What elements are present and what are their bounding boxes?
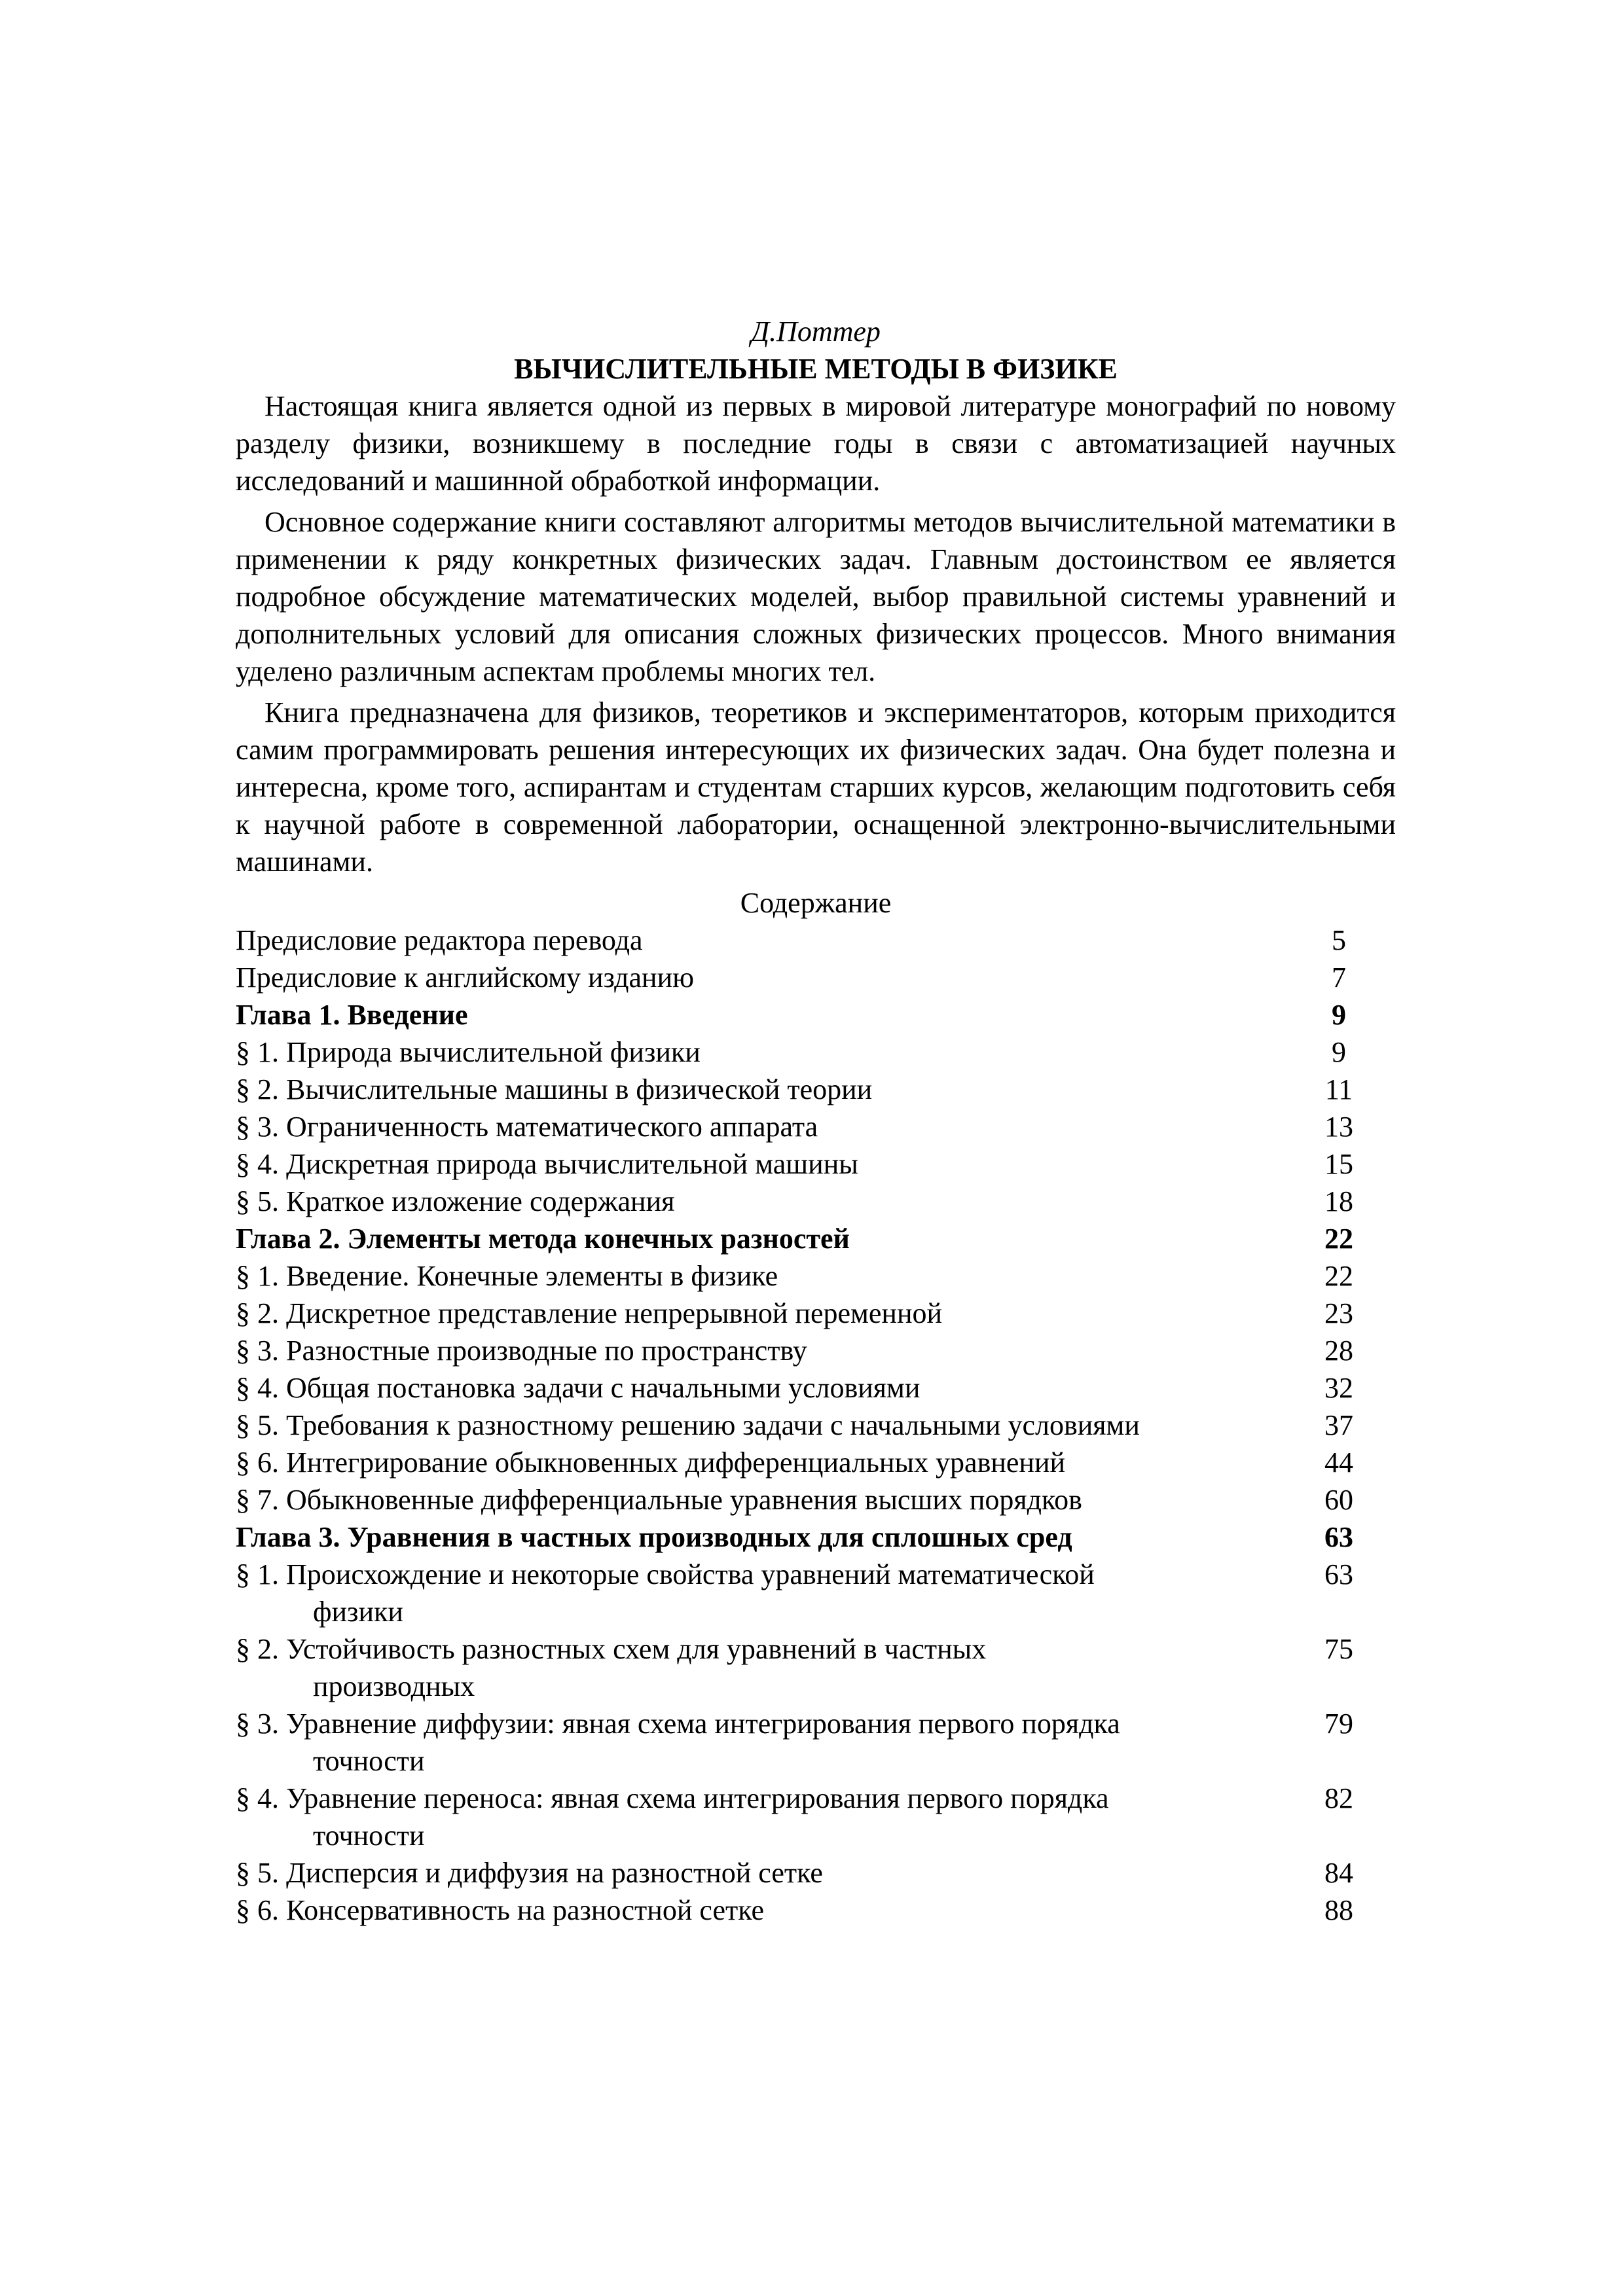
toc-entry-text: § 1. Введение. Конечные элементы в физике [236,1260,778,1292]
toc-entry-title [236,1518,1283,1556]
toc-entry-text: § 1. Природа вычислительной физики [236,1036,701,1068]
toc-entry-text: Глава 3. Уравнения в частных производных для сплошных сред [236,1521,1072,1553]
toc-entry-row [236,1369,1396,1407]
toc-page-number: 15 [1324,1148,1353,1180]
toc-entry-continuation: точности [313,1745,425,1777]
toc-entry-row [236,1892,1396,1929]
toc-entry-row [236,1108,1396,1145]
toc-entry-row [236,1481,1396,1518]
contents-heading: Содержание [740,887,892,919]
annotation-paragraph: Настоящая книга является одной из первых в мировой литературе монографий по новому разделу физики, возникшему в последние годы в связи с автоматизацией научных исследований и машинной обработкой информации. [236,390,1396,497]
toc-entry-text: § 2. Устойчивость разностных схем для уравнений в частных [236,1633,987,1665]
toc-entry-title [236,1257,1283,1295]
toc-entry-title [236,1892,1283,1929]
toc-entry-text: § 1. Происхождение и некоторые свойства уравнений математической [236,1558,1095,1590]
toc-entry-row [236,1780,1396,1854]
toc-entry-title [236,1332,1283,1369]
toc-chapter-row [236,1518,1396,1556]
toc-page-number: 32 [1324,1372,1353,1404]
toc-entry-text: Глава 2. Элементы метода конечных разностей [236,1223,850,1255]
toc-entry-text: Предисловие редактора перевода [236,924,643,956]
toc-entry-text: § 4. Общая постановка задачи с начальными условиями [236,1372,921,1404]
toc-entry-row [236,1705,1396,1780]
toc-entry-row [236,1145,1396,1183]
toc-entry-text: § 3. Ограниченность математического аппарата [236,1111,818,1143]
toc-entry-continuation: точности [313,1820,425,1852]
toc-page-number: 88 [1324,1894,1353,1926]
toc-entry-title [236,1183,1283,1220]
toc-page-number: 63 [1324,1521,1353,1553]
toc-page-number: 28 [1324,1335,1353,1367]
toc-entry-text: § 2. Дискретное представление непрерывной переменной [236,1297,943,1329]
toc-entry-text: § 5. Дисперсия и диффузия на разностной сетке [236,1857,823,1889]
toc-page-number: 22 [1324,1223,1353,1255]
toc-entry-row [236,1556,1396,1630]
book-title: ВЫЧИСЛИТЕЛЬНЫЕ МЕТОДЫ В ФИЗИКЕ [514,353,1118,385]
toc-page-number: 13 [1324,1111,1353,1143]
toc-page-number: 18 [1324,1185,1353,1217]
toc-entry-title [236,922,1283,959]
toc-entry-row [236,1257,1396,1295]
toc-entry-row [236,1854,1396,1892]
toc-entry-row [236,1444,1396,1481]
toc-entry-title [236,1108,1283,1145]
toc-entry-title [236,1071,1283,1108]
toc-entry-row [236,1033,1396,1071]
toc-entry-continuation: физики [313,1596,403,1628]
toc-page-number: 37 [1324,1409,1353,1441]
toc-entry-text: § 6. Консервативность на разностной сетке [236,1894,765,1926]
toc-chapter-row [236,996,1396,1033]
toc-entry-title [236,1705,1283,1780]
book-author: Д.Поттер [751,315,881,348]
toc-page-number: 84 [1324,1857,1353,1889]
toc-entry-title [236,996,1283,1033]
toc-entry-title [236,1220,1283,1257]
toc-page-number: 75 [1324,1633,1353,1665]
toc-entry-row [236,922,1396,959]
toc-page-number: 5 [1332,924,1346,956]
toc-entry-title [236,1145,1283,1183]
toc-entry-text: § 5. Требования к разностному решению задачи с начальными условиями [236,1409,1140,1441]
toc-entry-title [236,1407,1283,1444]
toc-entry-title [236,1556,1283,1630]
toc-entry-text: Глава 1. Введение [236,999,468,1031]
toc-entry-text: § 5. Краткое изложение содержания [236,1185,675,1217]
toc-entry-text: § 4. Дискретная природа вычислительной машины [236,1148,858,1180]
toc-entry-title [236,1369,1283,1407]
toc-chapter-row [236,1220,1396,1257]
toc-entry-continuation: производных [313,1670,475,1702]
toc-entry-row [236,1332,1396,1369]
toc-entry-text: § 2. Вычислительные машины в физической теории [236,1073,873,1105]
toc-page-number: 63 [1324,1558,1353,1590]
toc-entry-row [236,1071,1396,1108]
toc-entry-row [236,1630,1396,1705]
toc-entry-title [236,1780,1283,1854]
toc-entry-text: § 7. Обыкновенные дифференциальные уравнения высших порядков [236,1484,1082,1516]
toc-entry-title [236,1444,1283,1481]
toc-page-number: 79 [1324,1708,1353,1740]
toc-page-number: 60 [1324,1484,1353,1516]
toc-entry-text: Предисловие к английскому изданию [236,961,695,994]
table-of-contents [236,922,1396,1929]
toc-entry-text: § 3. Уравнение диффузии: явная схема интегрирования первого порядка [236,1708,1120,1740]
toc-page-number: 44 [1324,1446,1353,1479]
toc-page-number: 23 [1324,1297,1353,1329]
toc-entry-title [236,959,1283,996]
annotation-paragraph: Основное содержание книги составляют алгоритмы методов вычислительной математики в применении к ряду конкретных физических задач. Главным достоинством ее является подробное обсуждение математических моделей, выбор правильной системы уравнений и дополнительных условий для описания сложных физических процессов. Много внимания уделено различным аспектам проблемы многих тел. [236,506,1396,687]
toc-entry-row [236,1407,1396,1444]
toc-entry-row [236,959,1396,996]
toc-page-number: 9 [1332,1036,1346,1068]
toc-entry-title [236,1295,1283,1332]
toc-entry-title [236,1033,1283,1071]
toc-entry-text: § 4. Уравнение переноса: явная схема интегрирования первого порядка [236,1782,1109,1814]
annotation-paragraph: Книга предназначена для физиков, теоретиков и экспериментаторов, которым приходится самим программировать решения интересующих их физических задач. Она будет полезна и интересна, кроме того, аспирантам и студентам старших курсов, желающим подготовить себя к научной работе в современной лаборатории, оснащенной электронно-вычислительными машинами. [236,696,1396,878]
toc-entry-title [236,1481,1283,1518]
toc-page-number: 82 [1324,1782,1353,1814]
toc-entry-title [236,1854,1283,1892]
toc-entry-text: § 6. Интегрирование обыкновенных дифференциальных уравнений [236,1446,1066,1479]
toc-page-number: 7 [1332,961,1346,994]
toc-page-number: 9 [1332,999,1346,1031]
toc-entry-row [236,1183,1396,1220]
toc-entry-title [236,1630,1283,1705]
toc-entry-row [236,1295,1396,1332]
toc-entry-text: § 3. Разностные производные по пространству [236,1335,807,1367]
document-page [236,313,1396,1929]
toc-page-number: 22 [1324,1260,1353,1292]
toc-page-number: 11 [1324,1073,1353,1105]
